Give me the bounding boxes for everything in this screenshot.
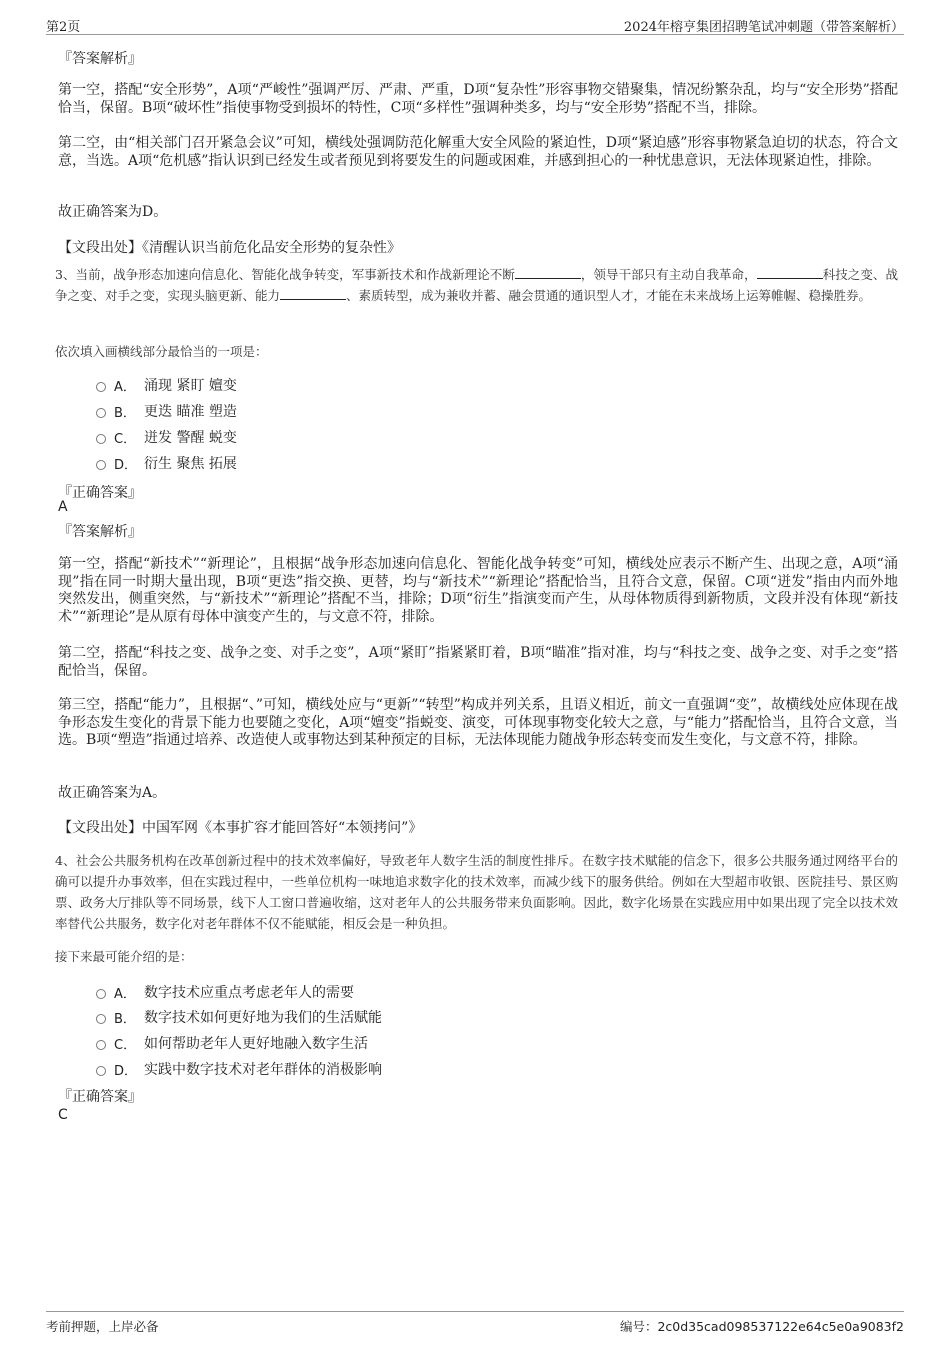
option-d[interactable]: D． 实践中数字技术对老年群体的消极影响 [96, 1059, 382, 1079]
option-text: 更迭 瞄准 塑造 [144, 404, 237, 420]
correct-answer-label: 『正确答案』 [58, 485, 142, 501]
correct-answer: A [58, 499, 68, 515]
document-title: 2024年榕亨集团招聘笔试冲刺题（带答案解析） [623, 20, 904, 35]
fill-blank [280, 287, 346, 300]
document-id: 编号：2c0d35cad098537122e64c5e0a9083f2 [619, 1319, 904, 1334]
analysis-paragraph: 第三空，搭配“能力”，且根据“、”可知，横线处应与“更新”“转型”构成并列关系，且语义相近，前文一直强调“变”，故横线处应体现在战争形态发生变化的背景下能力也要随之变化，A项“嬗变”指蜕变、演变，可体现事物变化较大之意，与“能力”搭配恰当，且符合文意，当选。B项“塑造”指通过培养、改造使人或事物达到某种预定的目标，无法体现能力随战争形态转变而发生变化，与文意不符，排除。 [58, 697, 898, 748]
fill-blank [515, 266, 581, 279]
option-d[interactable]: D． 衍生 聚焦 拓展 [96, 453, 237, 473]
option-text: 迸发 警醒 蜕变 [144, 430, 237, 446]
radio-icon[interactable] [96, 1040, 106, 1050]
correct-answer: C [58, 1107, 68, 1123]
option-text: 衍生 聚焦 拓展 [144, 456, 237, 472]
analysis-label: 『答案解析』 [58, 524, 142, 540]
correct-answer-label: 『正确答案』 [58, 1089, 142, 1105]
analysis-paragraph: 第二空，搭配“科技之变、战争之变、对手之变”，A项“紧盯”指紧紧盯着，B项“瞄准”指对准，均与“科技之变、战争之变、对手之变”搭配恰当，保留。 [58, 645, 898, 679]
option-text: 实践中数字技术对老年群体的消极影响 [144, 1062, 382, 1078]
question-4-text: 4、社会公共服务机构在改革创新过程中的技术效率偏好，导致老年人数字生活的制度性排斥。在数字技术赋能的信念下，很多公共服务通过网络平台的确可以提升办事效率，但在实践过程中，一些单位机构一味地追求数字化的技术效率，而减少线下的服务供给。例如在大型超市收银、医院挂号、景区购票、政务大厅排队等不同场景，线下人工窗口普遍收缩，这对老年人的公共服务带来负面影响。因此，数字化场景在实践应用中如果出现了完全以技术效率替代公共服务，数字化对老年群体不仅不能赋能，相反会是一种负担。 [55, 853, 898, 931]
option-a[interactable]: A． 涌现 紧盯 嬗变 [96, 375, 237, 395]
option-text: 数字技术如何更好地为我们的生活赋能 [144, 1010, 382, 1026]
option-c[interactable]: C． 如何帮助老年人更好地融入数字生活 [96, 1033, 368, 1053]
answer-conclusion: 故正确答案为A。 [58, 785, 167, 801]
fill-blank [757, 266, 823, 279]
radio-icon[interactable] [96, 382, 106, 392]
option-b[interactable]: B． 数字技术如何更好地为我们的生活赋能 [96, 1007, 382, 1027]
analysis-paragraph: 第一空，搭配“新技术”“新理论”，且根据“战争形态加速向信息化、智能化战争转变”可知，横线处应表示不断产生、出现之意，A项“涌现”指在同一时期大量出现，B项“更迭”指交换、更替，均与“新技术”“新理论”搭配恰当，且符合文意，保留。C项“迸发”指由内而外地突然发出，侧重突然，与“新技术”“新理论”搭配不当，排除；D项“衍生”指演变而产生，从母体物质得到新物质，文段并没有体现“新技术”“新理论”是从原有母体中演变产生的，与文意不符，排除。 [58, 556, 898, 625]
radio-icon[interactable] [96, 408, 106, 418]
radio-icon[interactable] [96, 1066, 106, 1076]
page-footer [46, 1311, 904, 1334]
radio-icon[interactable] [96, 1014, 106, 1024]
source-citation: 【文段出处】中国军网《本事扩容才能回答好“本领拷问”》 [58, 820, 423, 836]
option-b[interactable]: B． 更迭 瞄准 塑造 [96, 401, 237, 421]
option-c[interactable]: C． 迸发 警醒 蜕变 [96, 427, 237, 447]
page-number: 第2页 [46, 20, 81, 35]
option-text: 数字技术应重点考虑老年人的需要 [144, 985, 354, 1001]
radio-icon[interactable] [96, 460, 106, 470]
question-3-text: 3、当前，战争形态加速向信息化、智能化战争转变，军事新技术和作战新理论不断 ，领导干部只有主动自我革命， 科技之变、战争之变、对手之变，实现头脑更新、能力 、素质转型，成为兼收并蓄、融会贯通的通识型人才，才能在未来战场上运筹帷幄、稳操胜券。 [55, 267, 898, 303]
footer-slogan: 考前押题，上岸必备 [46, 1319, 159, 1334]
question-prompt: 依次填入画横线部分最恰当的一项是： [55, 344, 268, 359]
option-text: 涌现 紧盯 嬗变 [144, 378, 237, 394]
radio-icon[interactable] [96, 434, 106, 444]
option-a[interactable]: A． 数字技术应重点考虑老年人的需要 [96, 982, 354, 1002]
option-text: 如何帮助老年人更好地融入数字生活 [144, 1036, 368, 1052]
question-prompt: 接下来最可能介绍的是： [55, 949, 193, 964]
source-citation: 【文段出处】《清醒认识当前危化品安全形势的复杂性》 [58, 240, 401, 256]
analysis-paragraph: 第二空，由“相关部门召开紧急会议”可知，横线处强调防范化解重大安全风险的紧迫性，D项“紧迫感”形容事物紧急迫切的状态，符合文意，当选。A项“危机感”指认识到已经发生或者预见到将要发生的问题或困难，并感到担心的一种忧患意识，无法体现紧迫性，排除。 [58, 135, 898, 169]
radio-icon[interactable] [96, 989, 106, 999]
answer-conclusion: 故正确答案为D。 [58, 204, 168, 220]
analysis-paragraph: 第一空，搭配“安全形势”，A项“严峻性”强调严厉、严肃、严重，D项“复杂性”形容事物交错聚集，情况纷繁杂乱，均与“安全形势”搭配恰当，保留。B项“破坏性”指使事物受到损坏的特性，C项“多样性”强调种类多，均与“安全形势”搭配不当，排除。 [58, 82, 898, 116]
page-header [46, 14, 904, 35]
analysis-label: 『答案解析』 [58, 51, 142, 67]
